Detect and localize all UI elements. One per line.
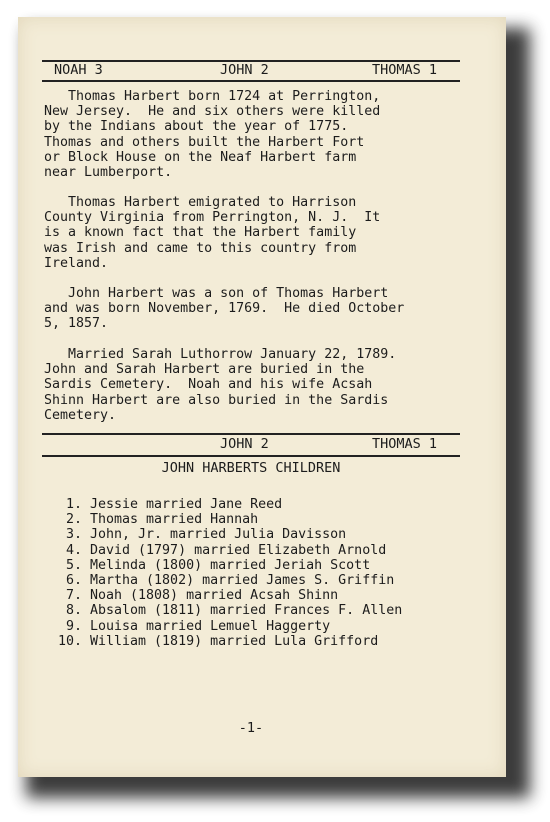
child-list-item [58, 497, 402, 512]
child-list-item [58, 543, 402, 558]
child-list-item [58, 512, 402, 527]
child-number: 1. [65, 497, 82, 512]
child-number: 4. [65, 542, 82, 558]
child-entry: John, Jr. married Julia Davisson [82, 527, 347, 543]
child-number: 5. [65, 557, 82, 573]
page-number: -1- [238, 720, 264, 736]
paragraph-john: John Harbert was a son of Thomas Harbert and was born November, 1769. He died October 5, 1857. [44, 286, 405, 332]
document-page [18, 17, 506, 777]
child-list-item [58, 588, 402, 603]
generation-header [42, 62, 460, 80]
child-entry: Melinda (1800) married Jeriah Scott [82, 557, 371, 573]
paragraph-marriage: Married Sarah Luthorrow January 22, 1789. John and Sarah Harbert are buried in the Sardis Cemetery. Noah and his wife Acsah Shinn Harbert are also buried in the Sardis Cemetery. [44, 347, 397, 423]
header-center: JOHN 2 [220, 62, 269, 78]
child-list-item [58, 573, 402, 588]
child-number: 9. [65, 618, 82, 634]
header-left: NOAH 3 [54, 62, 103, 78]
child-entry: Jessie married Jane Reed [82, 497, 283, 512]
child-number: 2. [65, 512, 82, 528]
child-number: 3. [65, 527, 82, 543]
child-list-item [58, 603, 402, 618]
child-entry: David (1797) married Elizabeth Arnold [82, 542, 387, 558]
child-number: 7. [65, 588, 82, 604]
child-entry: William (1819) married Lula Grifford [82, 633, 379, 649]
child-list-item [58, 619, 402, 634]
child-number: 6. [65, 573, 82, 589]
child-list-item [58, 634, 402, 649]
child-entry: Louisa married Lemuel Haggerty [82, 618, 331, 634]
child-number: 10. [58, 633, 83, 649]
child-entry: Noah (1808) married Acsah Shinn [82, 588, 339, 604]
section-header-right: THOMAS 1 [372, 436, 438, 452]
child-list-item [58, 527, 402, 542]
child-entry: Absalom (1811) married Frances F. Allen [82, 603, 403, 619]
child-entry: Martha (1802) married James S. Griffin [82, 573, 395, 589]
section-header [42, 436, 460, 454]
child-list-item [58, 558, 402, 573]
child-entry: Thomas married Hannah [82, 512, 259, 528]
section-bottom-rule [42, 455, 460, 457]
children-title: JOHN HARBERTS CHILDREN [161, 460, 341, 476]
child-number: 8. [65, 603, 82, 619]
header-right: THOMAS 1 [372, 62, 438, 78]
section-header-center: JOHN 2 [220, 436, 269, 452]
paragraph-birth: Thomas Harbert born 1724 at Perrington, New Jersey. He and six others were killed by the Indians about the year of 1775. Thomas and others built the Harbert Fort or Block House on the Neaf Harbert farm near Lumberport. [44, 89, 381, 181]
paragraph-emigration: Thomas Harbert emigrated to Harrison County Virginia from Perrington, N. J. It is a known fact that the Harbert family was Irish and came to this country from Ireland. [44, 195, 381, 271]
children-list [58, 497, 402, 649]
header-bottom-rule [42, 80, 460, 82]
section-top-rule [42, 433, 460, 435]
